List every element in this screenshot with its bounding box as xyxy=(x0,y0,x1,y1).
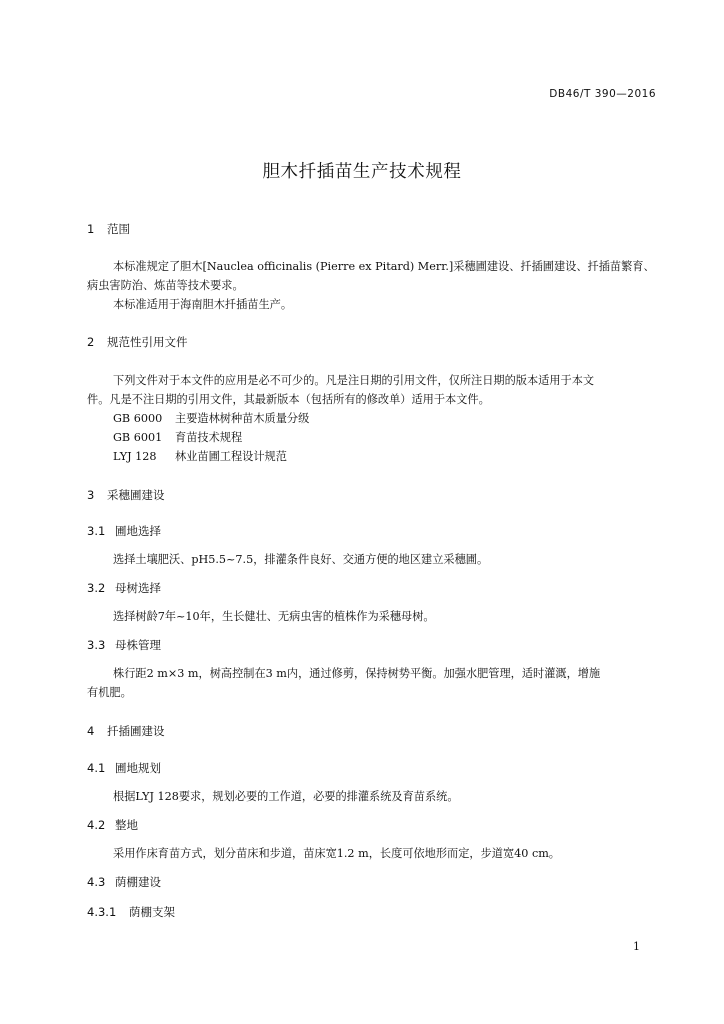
section-2-para-line-1: 下列文件对于本文件的应用是必不可少的。凡是注日期的引用文件，仅所注日期的版本适用于本文 xyxy=(113,374,595,387)
section-title: 采穗圃建设 xyxy=(107,488,165,502)
section-title: 扦插圃建设 xyxy=(107,724,165,738)
section-4-2-heading xyxy=(87,817,138,833)
section-number: 3.3 xyxy=(87,638,106,652)
reference-item xyxy=(113,410,309,426)
section-4-heading xyxy=(87,723,165,739)
section-2-para-line-2: 件。凡是不注日期的引用文件，其最新版本（包括所有的修改单）适用于本文件。 xyxy=(87,393,490,406)
section-1-para-1-line-2: 病虫害防治、炼苗等技术要求。 xyxy=(87,279,244,292)
section-4-1-heading xyxy=(87,760,161,776)
section-number: 4.1 xyxy=(87,761,106,775)
reference-code: GB 6001 xyxy=(113,431,163,444)
section-4-1-text: 根据LYJ 128要求，规划必要的工作道，必要的排灌系统及育苗系统。 xyxy=(113,790,459,803)
section-4-3-1-heading xyxy=(87,904,175,920)
section-4-2-text: 采用作床育苗方式，划分苗床和步道，苗床宽1.2 m，长度可依地形而定，步道宽40 cm。 xyxy=(113,847,560,860)
reference-item xyxy=(113,448,287,464)
section-number: 4.3 xyxy=(87,875,106,889)
section-title: 母树选择 xyxy=(115,581,161,595)
section-3-2-text: 选择树龄7年~10年，生长健壮、无病虫害的植株作为采穗母树。 xyxy=(113,610,435,623)
section-number: 2 xyxy=(87,335,95,349)
section-title: 荫棚建设 xyxy=(115,875,161,889)
section-1-para-2: 本标准适用于海南胆木扦插苗生产。 xyxy=(113,298,293,311)
section-title: 荫棚支架 xyxy=(129,905,175,919)
section-title: 规范性引用文件 xyxy=(107,335,188,349)
section-title: 圃地选择 xyxy=(115,524,161,538)
section-1-heading xyxy=(87,221,130,237)
standard-code: DB46/T 390—2016 xyxy=(549,88,656,100)
section-1-para-1-line-1: 本标准规定了胆木[Nauclea officinalis (Pierre ex Pitard) Merr.]采穗圃建设、扦插圃建设、扦插苗繁育、 xyxy=(113,260,655,273)
document-title: 胆木扦插苗生产技术规程 xyxy=(262,162,462,182)
section-3-3-text-line-1: 株行距2 m×3 m，树高控制在3 m内，通过修剪，保持树势平衡。加强水肥管理，适时灌溉，增施 xyxy=(113,667,601,680)
section-number: 1 xyxy=(87,222,95,236)
section-number: 3.1 xyxy=(87,524,106,538)
reference-item xyxy=(113,429,242,445)
section-3-3-text-line-2: 有机肥。 xyxy=(87,686,132,699)
page-number: 1 xyxy=(633,940,640,953)
section-3-1-text: 选择土壤肥沃、pH5.5~7.5，排灌条件良好、交通方便的地区建立采穗圃。 xyxy=(113,553,489,566)
reference-code: GB 6000 xyxy=(113,412,163,425)
section-3-2-heading xyxy=(87,580,161,596)
reference-title: 育苗技术规程 xyxy=(175,431,243,444)
section-title: 范围 xyxy=(107,222,130,236)
section-4-3-heading xyxy=(87,874,161,890)
reference-title: 林业苗圃工程设计规范 xyxy=(175,450,287,463)
section-2-heading xyxy=(87,334,188,350)
reference-title: 主要造林树种苗木质量分级 xyxy=(175,412,310,425)
section-title: 圃地规划 xyxy=(115,761,161,775)
section-3-heading xyxy=(87,487,165,503)
section-number: 4.3.1 xyxy=(87,905,117,919)
section-3-1-heading xyxy=(87,523,161,539)
section-number: 3 xyxy=(87,488,95,502)
section-3-3-heading xyxy=(87,637,161,653)
section-title: 整地 xyxy=(115,818,138,832)
section-number: 4.2 xyxy=(87,818,106,832)
section-number: 3.2 xyxy=(87,581,106,595)
section-number: 4 xyxy=(87,724,95,738)
reference-code: LYJ 128 xyxy=(113,450,157,463)
section-title: 母株管理 xyxy=(115,638,161,652)
